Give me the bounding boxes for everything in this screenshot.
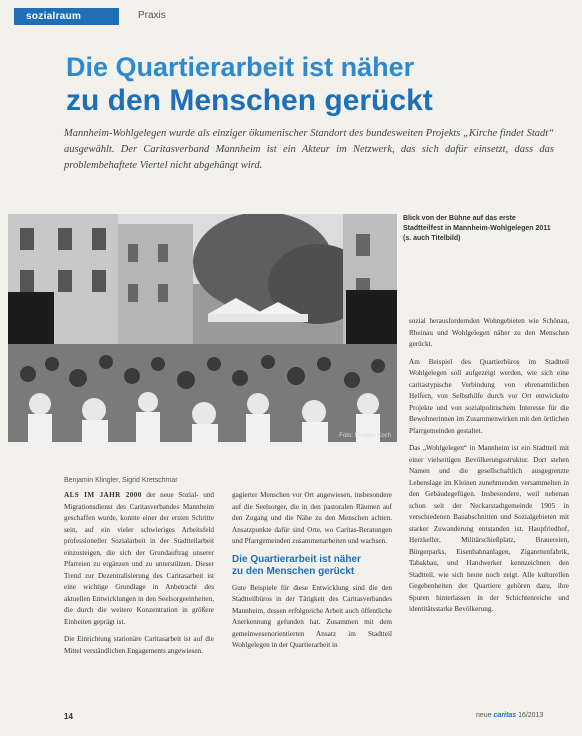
magazine-name: caritas bbox=[493, 712, 517, 719]
headline-line-1: Die Quartierarbeit ist näher bbox=[66, 52, 415, 82]
column-2-paragraph-1: gagierter Menschen vor Ort angewiesen, insbesondere auf die Seelsorger, die in den pastoralen Räumen auf den Zugang und die Nähe zu den Menschen achten. Ansatzpunkte dafür sind Orte, wo Caritas-Beratungen und Pfarrgemeinden zusammenarbeiten und wachsen. bbox=[232, 491, 392, 545]
photo-caption: Blick von der Bühne auf das erste Stadtteilfest in Mannheim-Wohlgelegen 2011 (s. auch Titelbild) bbox=[403, 215, 551, 242]
issue-number: 16/2013 bbox=[518, 712, 544, 719]
column-1-paragraph-2: Die Einrichtung stationäre Caritasarbeit ist auf die Mittel verständlichen Engagements angewiesen. bbox=[64, 635, 214, 655]
column-3-paragraph-2: Am Beispiel des Quartierbüros im Stadtteil Wohlgelegen soll aufgezeigt werden, wie sich eine caritastypische Verbindung von ehrenamtlichen Helfern, von Selbsthilfe durch vor Ort entwickelte Projekte und von sozialpolitischem Interesse für die Bewohnerinnen im Zusammenwirken mit den örtlichen Pfarrgemeinden gestaltet. bbox=[409, 357, 569, 435]
photo-credit: Foto: Rüdiger Koch bbox=[339, 433, 391, 439]
magazine-footer bbox=[476, 712, 543, 719]
opener: ALS IM JAHR 2000 bbox=[64, 491, 142, 499]
page-number: 14 bbox=[64, 712, 73, 721]
lead-paragraph: Mannheim-Wohlgelegen wurde als einziger ökumenischer Standort des bundesweiten Projekts „Kirche findet Stadt“ ausgewählt. Der Caritasverband Mannheim ist ein Akteur im Netzwerk, das sich dafür einsetzt, dass das problembehaftete Viertel nicht abgehängt wird. bbox=[64, 128, 554, 171]
festival-photo-illustration bbox=[8, 214, 397, 442]
subheading-line-1: Die Quartierarbeit ist näher bbox=[232, 553, 361, 565]
authors: Benjamin Klingler, Sigrid Kretschmar bbox=[64, 477, 178, 484]
column-2-paragraph-2: Gute Beispiele für diese Entwicklung sind die den Stadtteilbüros in der Tätigkeit des Caritasverbandes Mannheim, dessen erfolgreiche Arbeit auch öffentliche Anerkennung gefunden hat. Zusammen mit dem gemeinwesenorientierten Ansatz im Stadtteil Wohlgelegen in der Quartierarbeit in bbox=[232, 583, 392, 649]
column-1 bbox=[64, 490, 214, 663]
column-1-text-1: der neue Sozial- und Migrationsdienst des Caritasverbandes Mannheim geschaffen wurde, konnte einer der ersten Schritte sein, auf ein vieler schwieriges Arbeitsfeld professioneller Sozialarbeit in der Stadtteilarbeit einzusteigen, die sich der Grundauftrag unserer Pfarreien zu ergänzen und zu unterstützen. Dieser Trend zur Dezentralisierung des Caritasarbeit ist eine wichtige Grundlage in Anbetracht des aktuellen Entwicklungen in den Seelsorgeeinheiten, die durch die weitere Konzentration in größere Einheiten geprägt ist. bbox=[64, 491, 215, 626]
subheading bbox=[232, 554, 392, 578]
column-2 bbox=[232, 490, 392, 658]
column-3-paragraph-1: sozial herausfordernden Wohngebieten wie Schönau, Rheinau und Wohlgelegen näher zu den Menschen gerückt. bbox=[409, 317, 569, 348]
section-tag: sozialraum bbox=[14, 8, 119, 25]
headline-line-2: zu den Menschen gerückt bbox=[66, 84, 433, 117]
subheading-line-2: zu den Menschen gerückt bbox=[232, 565, 355, 577]
column-3-paragraph-3: Das „Wohlgelegen“ in Mannheim ist ein Stadtteil mit einer vielseitigen Bevölkerungsstruktur. Dort stehen Namen und die gesellschaftlich ausgegrenzte Lebenslage im Kleinen zunehmenden versammelten in den Gebäudegefügen. Insbesondere, weil nebenan schon seit der Neckarstadtgemeinde 1905 in verschiedenen Bauabschnitten und Sozialgebieten mit starker Zuwanderung entstanden ist. Haupfriedhof, Herzkeller, Militärschießplatz, Brauereien, Bürgerparks, Eisenbahnanlagen, Zigarettenfabrik, Tabakbau, und Handwerker kennzeichnen den Stadtteil, wie sich heute noch zeigt. Alle kulturellen Gegebenheiten der Quartiere gehören dazu, ihre Spuren hinterlassen in der Schichtenreiche und identitätsstarke Bevölkerung. bbox=[409, 444, 569, 613]
section-subtitle: Praxis bbox=[138, 10, 166, 21]
street-festival-photo bbox=[8, 214, 397, 442]
column-3 bbox=[409, 316, 569, 622]
magazine-prefix: neue bbox=[476, 712, 492, 719]
column-1-paragraph-1 bbox=[64, 490, 214, 628]
